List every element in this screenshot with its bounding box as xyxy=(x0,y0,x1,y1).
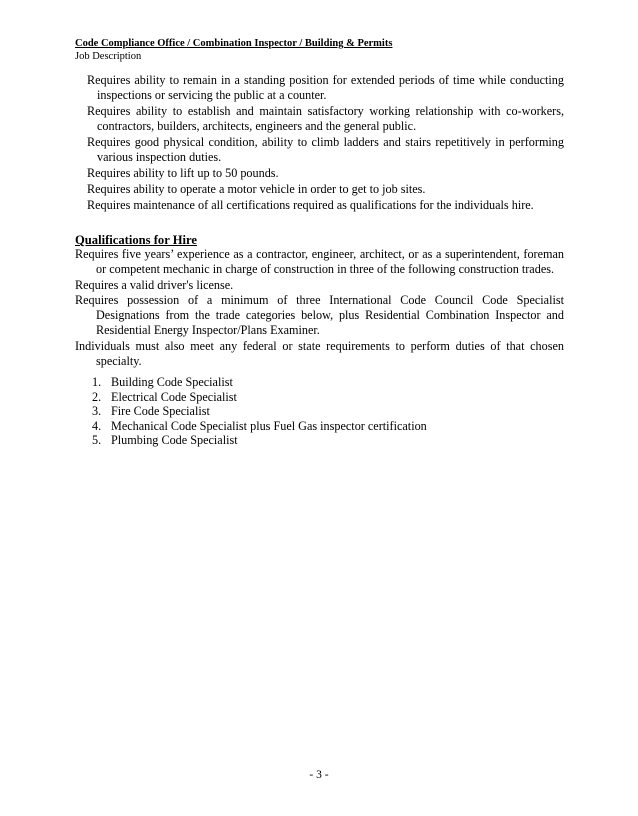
qualification-item: Requires a valid driver's license. xyxy=(75,277,234,292)
requirement-item: Requires maintenance of all certifications required as qualifications for the individuals hire. xyxy=(87,197,534,212)
document-title: Code Compliance Office / Combination Inspector / Building & Permits xyxy=(75,38,393,49)
specialty-label: Electrical Code Specialist xyxy=(111,389,237,404)
specialty-number: 4. xyxy=(92,418,102,433)
specialty-item xyxy=(92,375,492,390)
specialty-number: 5. xyxy=(92,433,102,448)
page-number: - 3 - xyxy=(309,769,329,781)
requirement-item: Requires ability to lift up to 50 pounds. xyxy=(87,166,279,181)
page-header xyxy=(75,37,565,63)
specialty-item xyxy=(92,433,492,448)
specialty-label: Plumbing Code Specialist xyxy=(111,433,238,448)
requirement-item: Requires good physical condition, ability to climb ladders and stairs repetitively in performing various inspection duties. xyxy=(87,135,564,165)
specialty-number: 2. xyxy=(92,389,102,404)
document-subtitle: Job Description xyxy=(75,51,142,62)
qualifications-heading: Qualifications for Hire xyxy=(75,233,197,247)
qualifications-list xyxy=(75,247,564,369)
qualification-item: Individuals must also meet any federal or state requirements to perform duties of that chosen specialty. xyxy=(75,338,564,369)
specialty-item xyxy=(92,419,492,434)
specialty-label: Building Code Specialist xyxy=(111,375,233,389)
specialty-label: Mechanical Code Specialist plus Fuel Gas inspector certification xyxy=(111,418,427,433)
specialty-label: Fire Code Specialist xyxy=(111,404,210,419)
specialty-item xyxy=(92,390,492,405)
requirements-list xyxy=(87,73,564,214)
qualification-item: Requires possession of a minimum of three International Code Council Code Specialist Designations from the trade categories below, plus Residential Combination Inspector and Residential Energy Inspector/Plans Examiner. xyxy=(75,292,564,338)
specialty-number: 3. xyxy=(92,404,102,419)
specialty-list xyxy=(92,375,492,448)
specialty-number: 1. xyxy=(92,375,102,389)
qualification-item: Requires five years’ experience as a contractor, engineer, architect, or as a superintendent, foreman or competent mechanic in charge of construction in three of the following construction trades. xyxy=(75,247,564,277)
requirement-item: Requires ability to establish and maintain satisfactory working relationship with co-workers, contractors, builders, architects, engineers and the general public. xyxy=(87,104,564,134)
requirement-item: Requires ability to operate a motor vehicle in order to get to job sites. xyxy=(87,182,426,197)
specialty-item xyxy=(92,404,492,419)
requirement-item: Requires ability to remain in a standing position for extended periods of time while conducting inspections or servicing the public at a counter. xyxy=(87,73,564,103)
